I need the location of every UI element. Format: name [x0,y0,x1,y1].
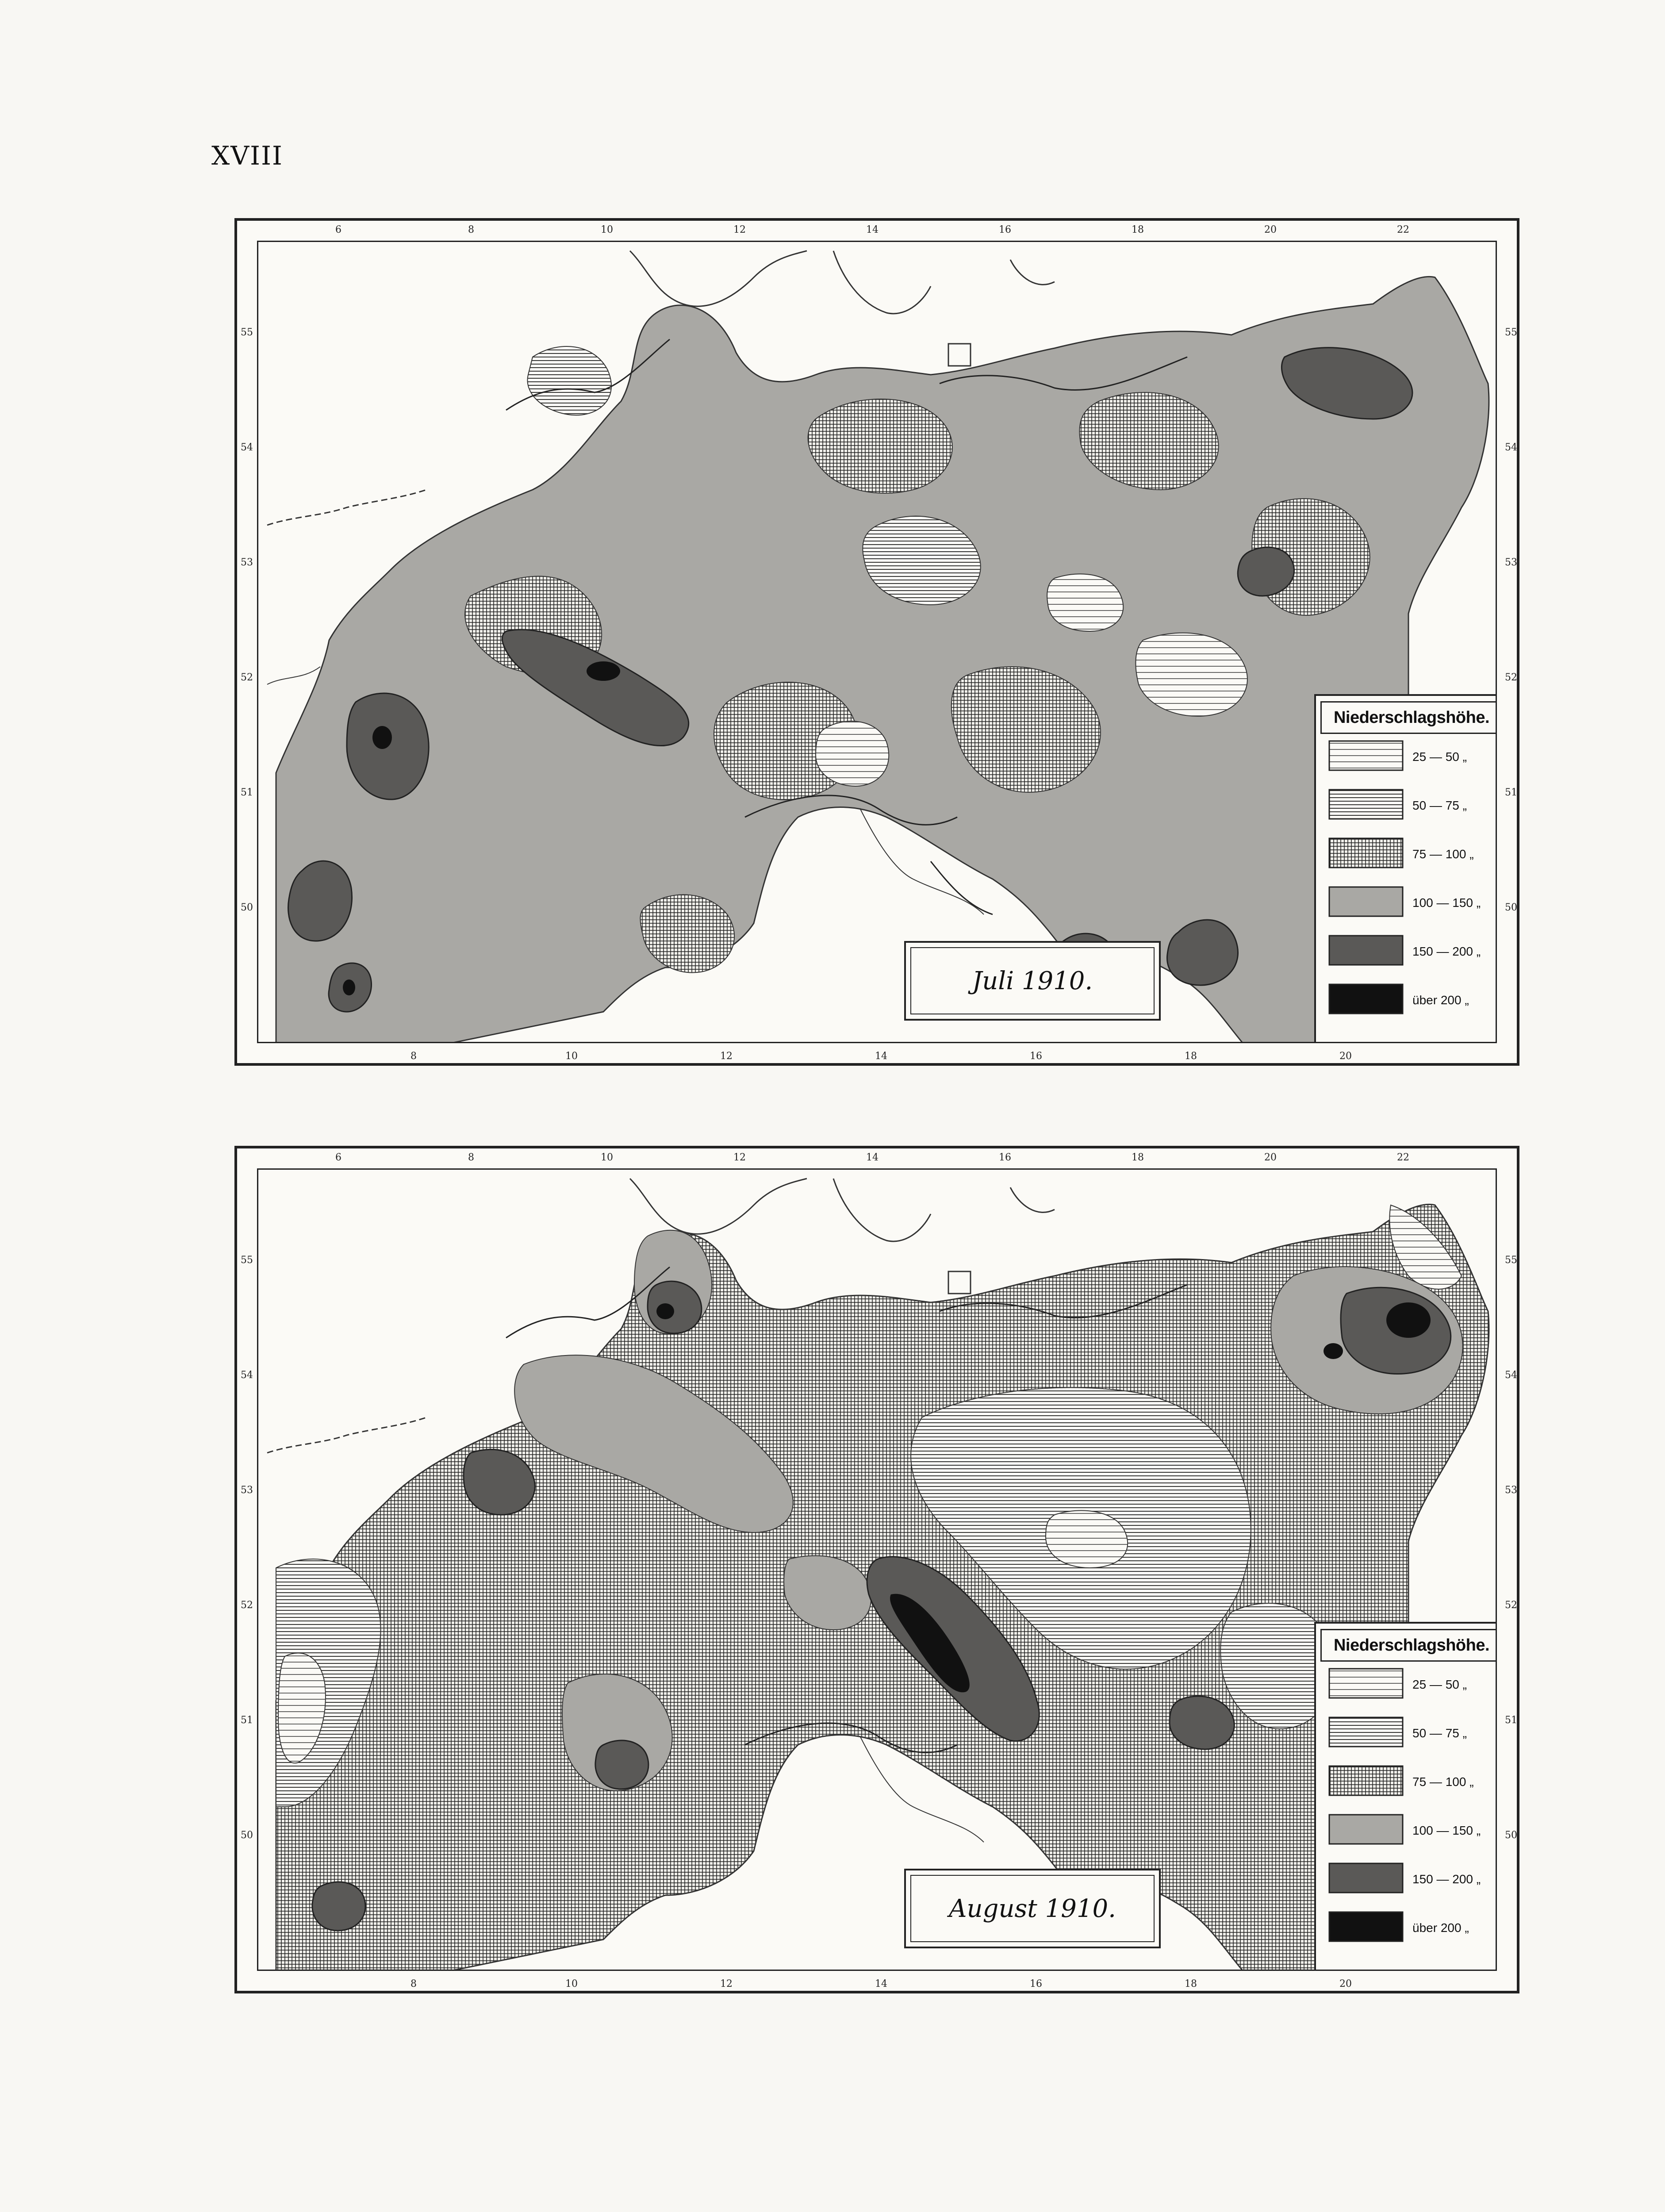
right-tick: 52 [1505,672,1517,683]
top-tick: 16 [999,1152,1011,1163]
right-tick: 51 [1505,1715,1517,1726]
legend-item [1328,837,1497,871]
precipitation-map-august [258,1170,1497,1971]
left-tick: 52 [241,672,253,683]
top-tick: 12 [733,224,746,235]
legend-title: Niederschlagshöhe. [1320,1629,1497,1662]
bottom-tick: 18 [1185,1051,1197,1062]
top-tick: 18 [1132,224,1144,235]
legend-swatch-crosshatch [1328,1765,1404,1796]
bottom-tick: 20 [1339,1051,1352,1062]
legend-label: 100 — 150 „ [1412,1824,1481,1837]
legend-swatch-dark-gray [1328,935,1404,966]
top-tick: 14 [866,224,879,235]
top-tick: 12 [733,1152,746,1163]
bottom-tick: 8 [410,1978,417,1989]
legend-swatch-black [1328,1911,1404,1942]
legend-swatch-black [1328,983,1404,1014]
left-tick: 53 [241,557,253,568]
top-tick: 6 [335,224,341,235]
bottom-tick: 10 [565,1978,578,1989]
map-august-area [257,1168,1497,1971]
legend-item [1328,1717,1497,1750]
legend-item [1328,1765,1497,1799]
map-title: Juli 1910. [910,947,1155,1014]
top-tick: 22 [1397,224,1409,235]
legend-swatch-hlines-sparse [1328,1668,1404,1699]
top-tick: 20 [1264,224,1277,235]
legend-label: 75 — 100 „ [1412,847,1474,861]
bottom-tick: 20 [1339,1978,1352,1989]
legend-label: 100 — 150 „ [1412,896,1481,910]
right-tick: 52 [1505,1600,1517,1611]
bottom-tick: 14 [875,1051,887,1062]
legend-label: 150 — 200 „ [1412,945,1481,958]
top-tick: 6 [335,1152,341,1163]
legend-title: Niederschlagshöhe. [1320,701,1497,734]
legend-swatch-light-gray [1328,886,1404,917]
top-tick: 10 [601,1152,613,1163]
legend-swatch-crosshatch [1328,837,1404,868]
right-tick: 50 [1505,1830,1517,1841]
bottom-tick: 16 [1030,1051,1042,1062]
legend-item [1328,740,1497,774]
legend-item [1328,935,1497,968]
map-title-box [904,1869,1161,1948]
legend-label: 50 — 75 „ [1412,799,1467,812]
legend-item [1328,789,1497,822]
left-tick: 54 [241,442,253,453]
legend-swatch-hlines-sparse [1328,740,1404,771]
left-tick: 54 [241,1370,253,1381]
legend-item [1328,1668,1497,1701]
map-juli-frame [234,218,1519,1066]
legend-item [1328,1814,1497,1847]
left-tick: 51 [241,1715,253,1726]
top-tick: 22 [1397,1152,1409,1163]
bottom-tick: 14 [875,1978,887,1989]
right-tick: 50 [1505,902,1517,913]
top-tick: 10 [601,224,613,235]
bottom-tick: 12 [720,1051,733,1062]
top-tick: 8 [468,224,474,235]
legend-label: 25 — 50 „ [1412,750,1467,764]
right-tick: 55 [1505,327,1517,338]
legend-swatch-hlines-dense [1328,1717,1404,1747]
legend-label: über 200 „ [1412,1921,1469,1935]
left-tick: 50 [241,1830,253,1841]
right-tick: 54 [1505,1370,1517,1381]
legend-label: über 200 „ [1412,993,1469,1007]
legend-label: 25 — 50 „ [1412,1678,1467,1691]
precipitation-map-juli [258,242,1497,1043]
top-tick: 16 [999,224,1011,235]
legend-swatch-dark-gray [1328,1863,1404,1893]
bottom-tick: 10 [565,1051,578,1062]
right-tick: 51 [1505,787,1517,798]
left-tick: 52 [241,1600,253,1611]
map-title: August 1910. [910,1875,1155,1942]
right-tick: 55 [1505,1255,1517,1266]
bottom-tick: 8 [410,1051,417,1062]
top-tick: 14 [866,1152,879,1163]
map-juli-area [257,241,1497,1043]
legend-label: 75 — 100 „ [1412,1775,1474,1789]
top-tick: 18 [1132,1152,1144,1163]
legend-swatch-hlines-dense [1328,789,1404,820]
legend-label: 150 — 200 „ [1412,1872,1481,1886]
left-tick: 51 [241,787,253,798]
legend [1314,1622,1497,1971]
left-tick: 55 [241,1255,253,1266]
map-title-box [904,941,1161,1021]
right-tick: 54 [1505,442,1517,453]
legend-item [1328,1911,1497,1945]
bottom-tick: 12 [720,1978,733,1989]
legend-label: 50 — 75 „ [1412,1726,1467,1740]
left-tick: 50 [241,902,253,913]
right-tick: 53 [1505,557,1517,568]
legend-item [1328,983,1497,1017]
bottom-tick: 18 [1185,1978,1197,1989]
map-august-frame [234,1146,1519,1993]
legend-item [1328,886,1497,920]
bottom-tick: 16 [1030,1978,1042,1989]
legend-swatch-light-gray [1328,1814,1404,1845]
page-number: XVIII [211,141,283,171]
left-tick: 53 [241,1485,253,1496]
left-tick: 55 [241,327,253,338]
top-tick: 20 [1264,1152,1277,1163]
top-tick: 8 [468,1152,474,1163]
legend [1314,694,1497,1043]
legend-item [1328,1863,1497,1896]
right-tick: 53 [1505,1485,1517,1496]
